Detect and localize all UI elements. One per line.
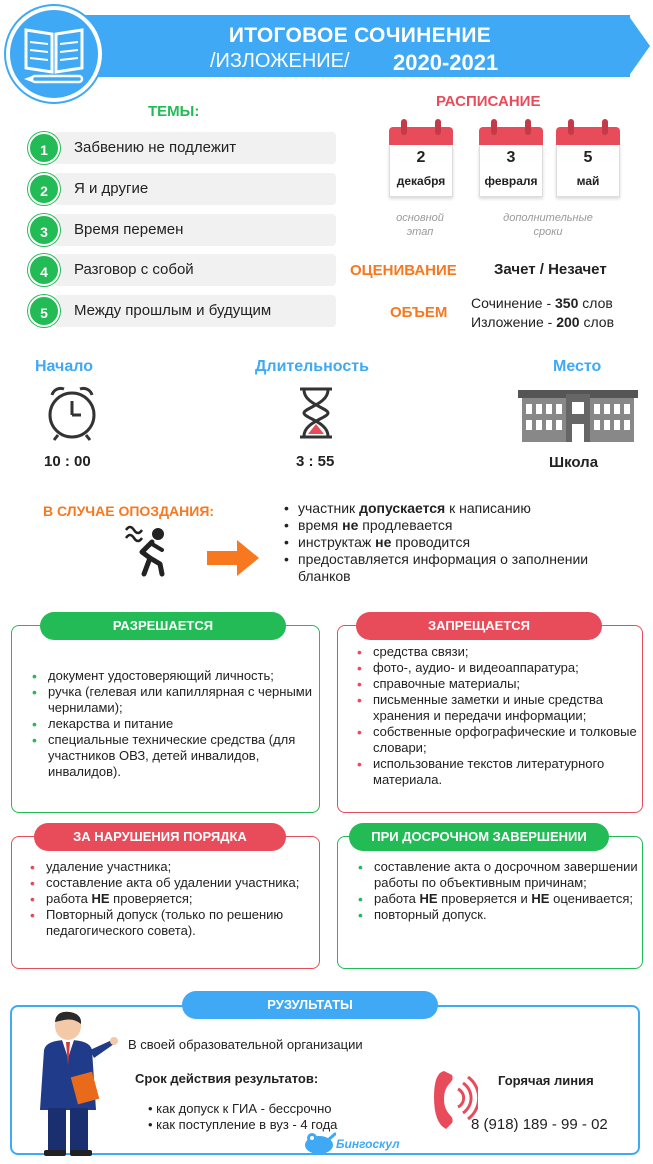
list-item: • время не продлевается	[284, 517, 644, 534]
list-item: • составление акта об удалении участника;	[30, 875, 316, 891]
volume-values: Сочинение - 350 слов Изложение - 200 слов	[471, 295, 615, 330]
schedule-month: февраля	[484, 174, 538, 188]
schedule-day: 5	[583, 149, 593, 166]
topic-number: 2	[28, 173, 60, 205]
list-item: • как допуск к ГИА - бессрочно	[148, 1101, 332, 1116]
arrow-right-icon	[207, 540, 259, 581]
topic-label: Разговор с собой	[74, 261, 194, 278]
grading-label: ОЦЕНИВАНИЕ	[350, 262, 457, 279]
topic-number: 5	[28, 295, 60, 327]
start-title: Начало	[35, 358, 93, 375]
schedule-note-main: основной этап	[396, 212, 444, 238]
list-item: • средства связи;	[357, 644, 639, 660]
topic-number: 3	[28, 214, 60, 246]
list-item: • письменные заметки и иные средства хранения и передачи информации;	[357, 692, 639, 724]
early-title: ПРИ ДОСРОЧНОМ ЗАВЕРШЕНИИ	[349, 823, 609, 851]
hotline-title: Горячая линия	[498, 1073, 594, 1088]
page-subtitle: /ИЗЛОЖЕНИЕ/	[210, 50, 350, 72]
topic-item	[28, 294, 336, 328]
topic-label: Между прошлым и будущим	[74, 302, 272, 319]
topic-item	[28, 213, 336, 247]
list-item: • ручка (гелевая или капиллярная с черными чернилами);	[32, 684, 316, 716]
late-title: В СЛУЧАЕ ОПОЗДАНИЯ:	[43, 503, 215, 519]
list-item: • использование текстов литературного материала.	[357, 756, 639, 788]
list-item: • как поступление в вуз - 4 года	[148, 1117, 338, 1132]
violations-title: ЗА НАРУШЕНИЯ ПОРЯДКА	[34, 823, 286, 851]
results-validity-title: Срок действия результатов:	[135, 1071, 319, 1086]
place-title: Место	[553, 358, 602, 375]
list-item: • составление акта о досрочном завершении работы по объективным причинам;	[358, 859, 640, 891]
page-title: ИТОГОВОЕ СОЧИНЕНИЕ	[228, 24, 492, 47]
forbidden-title: ЗАПРЕЩАЕТСЯ	[356, 612, 602, 640]
list-item: • собственные орфографические и толковые словари;	[357, 724, 639, 756]
topic-item	[28, 131, 336, 165]
grading-value: Зачет / Незачет	[494, 261, 607, 278]
topic-item	[28, 253, 336, 287]
running-person-icon	[122, 522, 170, 583]
list-item: • работа НЕ проверяется и НЕ оценивается;	[358, 891, 640, 907]
list-item: • инструктаж не проводится	[284, 534, 644, 551]
schedule-day: 3	[506, 149, 516, 166]
calendar-icon	[389, 119, 453, 197]
hourglass-icon	[298, 386, 334, 445]
duration-value: 3 : 55	[296, 453, 335, 470]
schedule-day: 2	[416, 149, 426, 166]
topic-label: Я и другие	[74, 180, 149, 197]
book-icon	[6, 6, 102, 102]
results-location: В своей образовательной организации	[128, 1037, 363, 1052]
schedule-title: РАСПИСАНИЕ	[436, 93, 541, 110]
violations-list	[30, 859, 316, 939]
alarm-clock-icon	[46, 383, 98, 446]
results-title: РУЗУЛЬТАТЫ	[182, 991, 438, 1019]
topic-label: Забвению не подлежит	[74, 139, 237, 156]
list-item: • фото-, аудио- и видеоаппаратура;	[357, 660, 639, 676]
forbidden-list	[357, 644, 639, 788]
brand-logo-icon	[302, 1130, 336, 1161]
late-rules-list	[284, 500, 644, 585]
schedule-month: май	[576, 174, 600, 188]
list-item: • предоставляется информация о заполнении бланков	[284, 551, 644, 585]
schedule-note-extra: дополнительные сроки	[503, 212, 593, 238]
topic-label: Время перемен	[74, 221, 184, 238]
start-value: 10 : 00	[44, 453, 91, 470]
topic-item	[28, 172, 336, 206]
list-item: • документ удостоверяющий личность;	[32, 668, 316, 684]
teacher-figure-icon	[34, 1010, 120, 1161]
header-arrow	[628, 15, 650, 77]
allowed-title: РАЗРЕШАЕТСЯ	[40, 612, 286, 640]
page-year: 2020-2021	[393, 50, 499, 75]
allowed-list	[32, 668, 316, 780]
schedule-month: декабря	[396, 174, 446, 188]
early-list	[358, 859, 640, 923]
school-building-icon	[518, 388, 638, 449]
hotline-phone[interactable]: 8 (918) 189 - 99 - 02	[471, 1116, 608, 1133]
volume-label: ОБЪЕМ	[390, 304, 448, 321]
list-item: • лекарства и питание	[32, 716, 316, 732]
list-item: • повторный допуск.	[358, 907, 640, 923]
brand-name: Бингоскул	[336, 1137, 400, 1151]
duration-title: Длительность	[255, 358, 369, 375]
list-item: • удаление участника;	[30, 859, 316, 875]
calendar-icon	[479, 119, 543, 197]
results-validity-list	[148, 1101, 337, 1133]
place-value: Школа	[549, 454, 599, 471]
topics-title: ТЕМЫ:	[148, 103, 200, 120]
list-item: • справочные материалы;	[357, 676, 639, 692]
list-item: • специальные технические средства (для участников ОВЗ, детей инвалидов, инвалидов).	[32, 732, 316, 780]
topic-number: 1	[28, 132, 60, 164]
list-item: • участник допускается к написанию	[284, 500, 644, 517]
list-item: • Повторный допуск (только по решению педагогического совета).	[30, 907, 316, 939]
calendar-icon	[556, 119, 620, 197]
list-item: • работа НЕ проверяется;	[30, 891, 316, 907]
topic-number: 4	[28, 254, 60, 286]
